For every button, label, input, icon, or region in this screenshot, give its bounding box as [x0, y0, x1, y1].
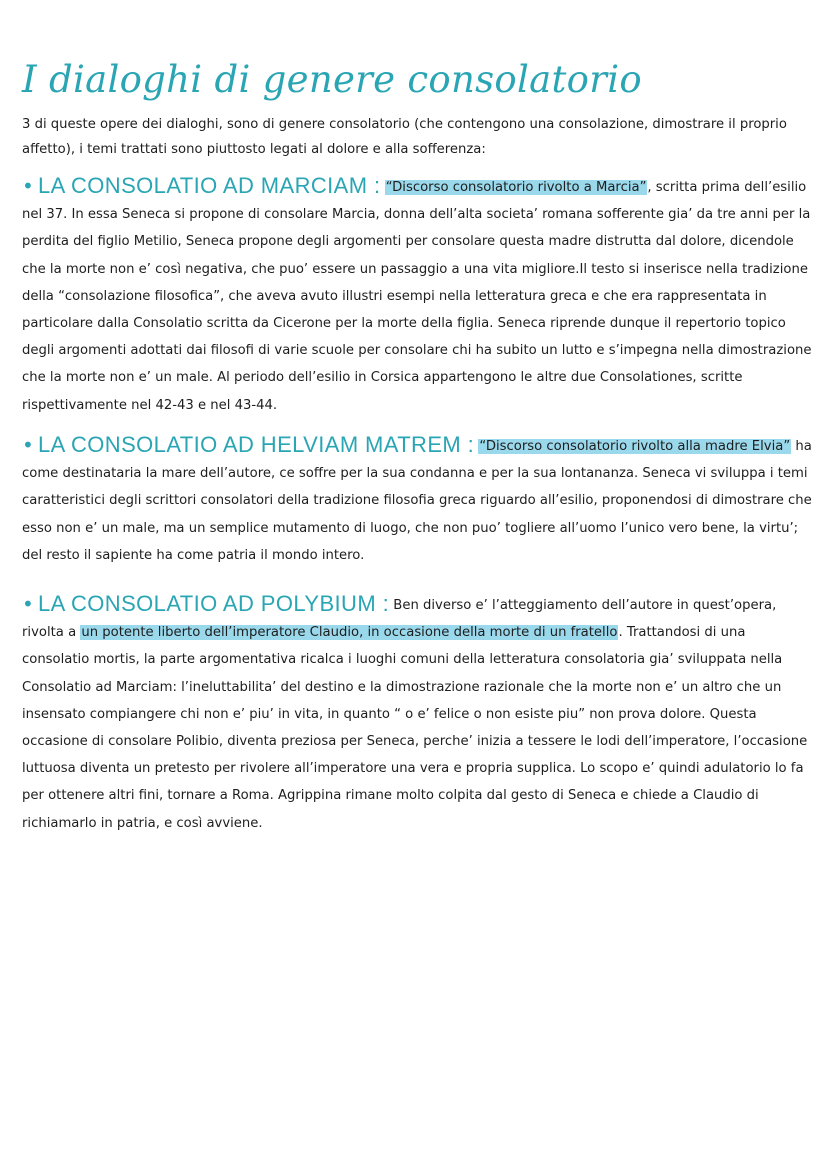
section-text: ha come destinataria la mare dell’autore, ce soffre per la sua condanna e per la sua lontananza. Seneca vi sviluppa i temi caratteristici degli scrittori consolatori della tradizione filosofia greca riguardo all’esilio, proponendosi di dimostrare che esso non e’ un male, ma un semplice mutamento di luogo, che non puo’ togliere all’uomo l’unico vero bene, la virtu’; del resto il sapiente ha come patria il mondo intero. — [22, 439, 812, 563]
bullet-marker: • — [22, 592, 34, 616]
intro-paragraph: 3 di queste opere dei dialoghi, sono di genere consolatorio (che contengono una consolazione, dimostrare il proprio affetto), i temi trattati sono piuttosto legati al dolore e alla sofferenza: — [22, 117, 787, 157]
section-consolatio-ad-polybium — [22, 590, 812, 837]
section-heading: LA CONSOLATIO AD MARCIAM : — [38, 173, 381, 198]
section-consolatio-ad-marciam — [22, 172, 812, 419]
section-consolatio-ad-helviam — [22, 431, 812, 569]
bullet-marker: • — [22, 174, 34, 198]
section-text: , scritta prima dell’esilio nel 37. In essa Seneca si propone di consolare Marcia, donna dell’alta societa’ romana sofferente gia’ da tre anni per la perdita del figlio Metilio, Seneca propone degli argomenti per consolare questa madre distrutta dal dolore, dicendole che la morte non e’ così negativa, che puo’ essere un passaggio a una vita migliore.Il testo si inserisce nella tradizione della “consolazione filosofica”, che aveva avuto illustri esempi nella letteratura greca e che era rappresentata in particolare dalla Consolatio scritta da Cicerone per la morte della figlia. Seneca riprende dunque il repertorio topico degli argomenti adottati dai filosofi di varie scuole per consolare chi ha subito un lutto e s’impegna nella dimostrazione che la morte non e’ un male. Al periodo dell’esilio in Corsica appartengono le altre due Consolationes, scritte rispettivamente nel 42-43 e nel 43-44. — [22, 180, 812, 413]
page-title: I dialoghi di genere consolatorio — [22, 58, 642, 101]
section-text: . Trattandosi di una consolatio mortis, la parte argomentativa ricalca i luoghi comuni della letteratura consolatoria gia’ sviluppata nella Consolatio ad Marciam: l’ineluttabilita’ del destino e la dimostrazione razionale che la morte non e’ un altro che un insensato compiangere chi non e’ piu’ in vita, in quanto “ o e’ felice o non esiste piu” non prova dolore. Questa occasione di consolare Polibio, diventa preziosa per Seneca, perche’ inizia a tessere le lodi dell’imperatore, l’occasione luttuosa diventa un pretesto per rivolere all’imperatore una vera e propria supplica. Lo scopo e’ quindi adulatorio lo fa per ottenere altri fini, tornare a Roma. Agrippina rimane molto colpita dal gesto di Seneca e chiede a Claudio di richiamarlo in patria, e così avviene. — [22, 625, 808, 831]
highlighted-text: “Discorso consolatorio rivolto alla madre Elvia” — [479, 439, 791, 454]
section-text-pre: Ben diverso e’ l’atteggiamento dell’autore in quest’opera, rivolta a — [22, 598, 777, 641]
section-heading: LA CONSOLATIO AD HELVIAM MATREM : — [38, 432, 475, 457]
bullet-marker: • — [22, 433, 34, 457]
highlighted-text: “Discorso consolatorio rivolto a Marcia” — [385, 180, 647, 195]
highlighted-text: un potente liberto dell’imperatore Claudio, in occasione della morte di un fratello — [81, 625, 618, 641]
section-heading: LA CONSOLATIO AD POLYBIUM : — [38, 591, 390, 616]
